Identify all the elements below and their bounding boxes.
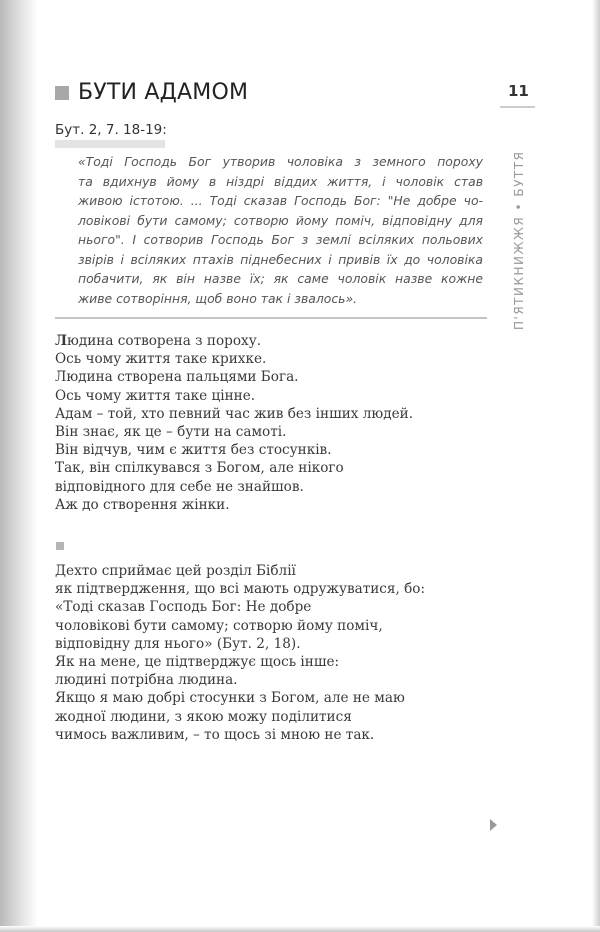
quote-line: живе сотворіння, щоб воно так і звалось». [78,290,358,306]
next-page-triangle-right-icon[interactable] [490,819,497,831]
body-line: відповідного для себе не знайшов. [55,478,304,495]
page-edge-shadow-right [592,0,600,932]
chapter-title [55,80,248,105]
scripture-reference: Бут. 2, 7. 18-19: [55,122,167,138]
drop-letter: Л [55,333,68,349]
body-line [55,332,413,350]
body-line: Він відчув, чим є життя без стосунків. [55,442,332,459]
body-line: Аж до створення жінки. [55,496,230,513]
body-line: Ось чому життя таке цінне. [55,387,256,404]
body-line: Якщо я маю добрі стосунки з Богом, але не маю [55,690,405,707]
section-label: П'ЯТИКНИЖЖЯ • БУТТЯ [512,150,526,330]
square-bullet-icon [55,86,69,100]
body-paragraph-2 [55,562,425,744]
body-line: чоловікові бути самому; сотворю йому поміч, [55,617,383,634]
body-paragraph-1 [55,332,413,514]
quote-line: «Тоді Господь Бог утворив чоловіка з земного пороху [78,154,483,169]
body-line: людині потрібна людина. [55,672,238,689]
body-line: Він знає, як це – бути на самоті. [55,424,287,441]
page-number: 11 [508,82,529,100]
body-line: як підтвердження, що всі мають одружуватися, бо: [55,581,426,598]
body-line: «Тоді сказав Господь Бог: Не добре [55,599,312,616]
body-line-text: юдина сотворена з пороху. [67,333,262,349]
page-number-underline [500,106,535,108]
page-edge-shadow [0,0,38,932]
quote-line: ловікові бути самому; сотворю йому поміч, відповідну для [78,212,483,228]
body-line: жодної людини, з якою можу поділитися [55,708,352,725]
section-break-square-icon [56,542,64,550]
body-line: Як на мене, це підтверджує щось інше: [55,654,340,671]
body-line: чимось важливим, – то щось зі мною не так. [55,726,375,743]
body-line: відповідну для нього» (Бут. 2, 18). [55,635,301,652]
body-line: Дехто сприймає цей розділ Біблії [55,563,296,579]
quote-line: нього". І сотворив Господь Бог з землі всіляких польових [78,232,483,247]
reference-highlight [55,140,165,148]
chapter-title-text: БУТИ АДАМОМ [78,80,249,105]
body-line: Ось чому життя таке крихке. [55,351,267,368]
quote-line: та вдихнув йому в ніздрі віддих життя, і чоловік став [78,173,483,189]
quote-line: живою істотою. ... Тоді сказав Господь Бог: "Не добре чо- [78,193,483,208]
body-line: Людина створена пальцями Бога. [55,369,299,386]
page-edge-shadow-bottom [0,926,600,932]
section-divider [55,317,487,319]
scripture-quote [78,152,483,308]
body-line: Адам – той, хто певний час жив без інших людей. [55,405,414,422]
body-line: Так, він спілкувався з Богом, але нікого [55,460,344,477]
quote-line: звірів і всіляких птахів піднебесних і привів їх до чоловіка [78,251,483,267]
quote-line: побачити, як він назве їх; як саме чоловік назве кожне [78,271,483,286]
